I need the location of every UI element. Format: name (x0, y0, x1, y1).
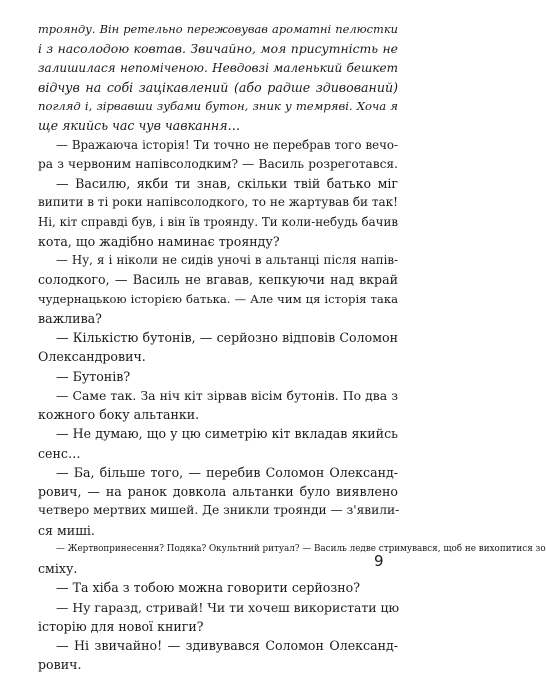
text-line: рович. (38, 657, 82, 673)
text-line: кота, що жадібно наминає троянду? (38, 233, 280, 249)
text-line: четверо мертвих мишей. Де зникли троянди — з'явили- (38, 503, 400, 518)
text-line: відчув на собі зацікавлений (або радше здивований) (38, 79, 398, 95)
text-line: — Василю, якби ти знав, скільки твій батько міг (56, 176, 398, 191)
text-line: чудернацькою історією батька. — Але чим ця історія така (38, 291, 398, 306)
text-line: — Ну, я і ніколи не сидів уночі в альтанці після напів- (56, 253, 398, 267)
text-line: рович, — на ранок довкола альтанки було виявлено (38, 484, 398, 499)
text-line: — Ба, більше того, — перебив Соломон Олександ- (56, 464, 398, 480)
text-line: — Вражаюча історія! Ти точно не перебрав того вечо- (56, 137, 398, 152)
text-line: Ні, кіт справді був, і він їв троянду. Ти коли-небудь бачив (38, 214, 398, 229)
text-line: і з насолодою ковтав. Звичайно, моя присутність не (38, 41, 398, 57)
text-line: — Та хіба з тобою можна говорити серйозно? (56, 580, 360, 596)
text-line: ся миші. (38, 522, 95, 538)
text-line: сміху. (38, 561, 78, 576)
text-line: випити в ті роки напівсолодкого, то не жартував би так! (38, 195, 398, 210)
text-line: важлива? (38, 310, 102, 326)
text-line: — Кількістю бутонів, — серйозно відповів Соломон (56, 330, 398, 345)
text-line: ра з червоним напівсолодким? — Василь розреготався. (38, 156, 398, 171)
text-line: солодкого, — Василь не вгавав, кепкуючи над вкрай (38, 272, 398, 288)
text-line: — Ні звичайно! — здивувався Соломон Олександ- (56, 638, 398, 653)
text-line: залишилася непоміченою. Невдовзі маленький бешкет (38, 60, 398, 75)
text-line: історію для нової книги? (38, 618, 204, 634)
text-line: погляд і, зірвавши зубами бутон, зник у темряві. Хоча я (38, 99, 398, 113)
text-line: — Не думаю, що у цю симетрію кіт вкладав якийсь (56, 426, 398, 442)
text-line: сенс… (38, 445, 81, 461)
text-line: кожного боку альтанки. (38, 407, 200, 422)
text-line: троянду. Він ретельно пережовував ароматні пелюстки (38, 22, 398, 36)
page-body (38, 20, 546, 675)
text-line: — Жертвопринесення? Подяка? Окультний ритуал? — Василь ледве стримувався, щоб не вихопитися зо (56, 543, 546, 554)
text-line: Олександрович. (38, 349, 146, 365)
text-line: — Ну гаразд, стривай! Чи ти хочеш використати цю (56, 599, 400, 615)
page-number: 9 (374, 552, 384, 570)
text-line: — Саме так. За ніч кіт зірвав вісім бутонів. По два з (56, 387, 398, 403)
text-line: ще якийсь час чув чавкання… (38, 118, 241, 134)
text-line: — Бутонів? (56, 368, 131, 384)
